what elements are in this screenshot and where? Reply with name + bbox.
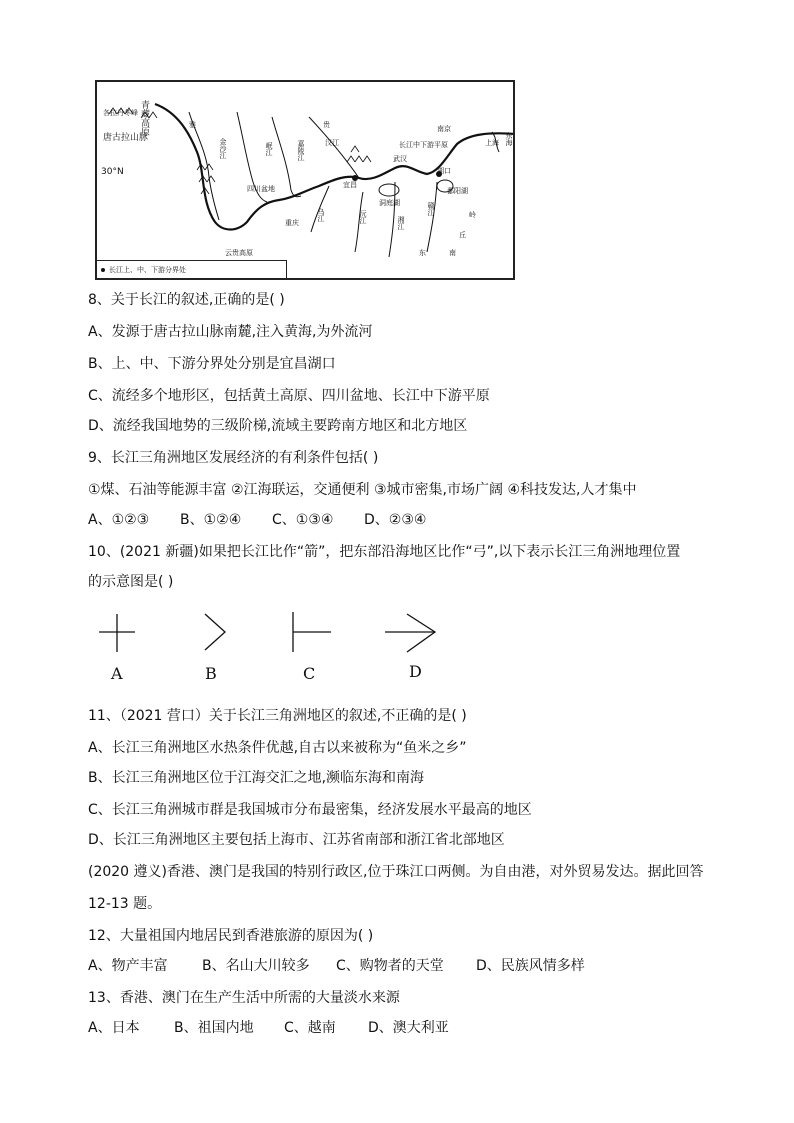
map-label-poyang: 鄱阳湖	[447, 187, 468, 195]
q10-label-a: A	[111, 664, 123, 683]
q10-diagrams	[95, 612, 455, 692]
map-label-yungui: 云贵高原	[225, 249, 253, 257]
map-label-qiu: 丘	[459, 231, 466, 239]
q12-option-d: D、民族风情多样	[476, 958, 585, 974]
q10-diagram-shapes	[95, 612, 455, 662]
q10-stem-line2: 的示意图是( )	[88, 574, 174, 590]
map-label-plateau: 青藏高原	[139, 100, 149, 136]
map-label-gan: 赣江	[427, 202, 435, 216]
q9-options	[88, 510, 426, 530]
diagram-d-head	[407, 614, 435, 652]
map-label-shanghai: 上海	[485, 139, 499, 147]
map-label-gui: 贵	[323, 121, 330, 129]
map-label-jialing: 嘉陵江	[297, 140, 305, 161]
map-legend-text: 长江上、中、下游分界处	[109, 265, 186, 274]
q9-option-a: A、①②③	[88, 512, 150, 528]
map-label-yichang: 宜昌	[343, 181, 357, 189]
q10-label-b: B	[205, 664, 217, 683]
q13-option-d: D、澳大利亚	[368, 1020, 449, 1036]
map-label-chongqing: 重庆	[285, 219, 299, 227]
map-label-sichuan: 四川盆地	[247, 185, 275, 193]
map-label-han: 汉江	[325, 139, 339, 147]
map-label-plain: 长江中下游平原	[399, 141, 448, 149]
q11-option-b: B、长江三角洲地区位于江海交汇之地,濒临东海和南海	[88, 770, 425, 786]
map-label-wu: 乌江	[317, 208, 325, 222]
q8-stem: 8、关于长江的叙述,正确的是( )	[88, 292, 285, 308]
q11-option-c: C、长江三角洲城市群是我国城市分布最密集，经济发展水平最高的地区	[88, 802, 532, 818]
map-label-ling: 岭	[469, 211, 476, 219]
q12-options	[88, 956, 585, 976]
q9-option-c: C、①③④	[272, 512, 334, 528]
q12-option-a: A、物产丰富	[88, 958, 168, 974]
map-label-yalong: 雅	[189, 121, 196, 129]
map-label-min: 岷江	[265, 142, 273, 156]
diagram-b-chevron	[205, 614, 225, 650]
q9-stem: 9、长江三角洲地区发展经济的有利条件包括( )	[88, 450, 379, 466]
map-label-dongting: 洞庭湖	[379, 199, 400, 207]
q8-option-c: C、流经多个地形区，包括黄土高原、四川盆地、长江中下游平原	[88, 388, 490, 404]
q8-option-d: D、流经我国地势的三级阶梯,流域主要跨南方地区和北方地区	[88, 418, 468, 434]
map-label-nanjing: 南京	[437, 125, 451, 133]
q13-option-c: C、越南	[284, 1020, 336, 1036]
q12-option-b: B、名山大川较多	[202, 958, 310, 974]
q10-stem-line1: 10、(2021 新疆)如果把长江比作“箭”，把东部沿海地区比作“弓”,以下表示长江三角洲地理位置	[88, 544, 681, 560]
map-label-peak: 各拉丹冬峰	[103, 109, 138, 117]
passage-line2: 12-13 题。	[88, 896, 162, 912]
map-label-hukou: 湖口	[437, 167, 451, 175]
boundary-dot-icon	[101, 268, 105, 272]
map-label-jinsha: 金沙江	[219, 138, 227, 159]
map-label-mountains: 唐古拉山脉	[103, 133, 149, 143]
q12-stem: 12、大量祖国内地居民到香港旅游的原因为( )	[88, 928, 374, 944]
q11-option-d: D、长江三角洲地区主要包括上海市、江苏省南部和浙江省北部地区	[88, 832, 505, 848]
map-label-east-sea: 东海	[505, 132, 513, 146]
q11-stem: 11、（2021 营口）关于长江三角洲地区的叙述,不正确的是( )	[88, 708, 467, 724]
map-label-wuhan: 武汉	[393, 155, 407, 163]
yangtze-river-map	[95, 80, 515, 280]
q13-option-a: A、日本	[88, 1020, 140, 1036]
map-legend	[97, 260, 287, 278]
q9-option-d: D、②③④	[364, 512, 427, 528]
q13-option-b: B、祖国内地	[174, 1020, 254, 1036]
q8-option-a: A、发源于唐古拉山脉南麓,注入黄海,为外流河	[88, 324, 373, 340]
map-label-latitude: 30°N	[101, 167, 124, 177]
q13-options	[88, 1018, 449, 1038]
q12-option-c: C、购物者的天堂	[336, 958, 444, 974]
map-label-nan: 南	[449, 249, 456, 257]
q13-stem: 13、香港、澳门在生产生活中所需的大量淡水来源	[88, 990, 400, 1006]
map-label-dong: 东	[419, 249, 426, 257]
q8-option-b: B、上、中、下游分界处分别是宜昌湖口	[88, 356, 336, 372]
q9-items: ①煤、石油等能源丰富 ②江海联运，交通便利 ③城市密集,市场广阔 ④科技发达,人才集中	[88, 482, 637, 498]
q10-label-d: D	[409, 662, 422, 681]
q11-option-a: A、长江三角洲地区水热条件优越,自古以来被称为“鱼米之乡”	[88, 740, 467, 756]
map-label-yuan: 沅江	[359, 210, 367, 224]
q10-label-c: C	[303, 664, 316, 683]
passage-line1: (2020 遵义)香港、澳门是我国的特别行政区,位于珠江口两侧。为自由港，对外贸易发达。据此回答	[88, 864, 704, 880]
q9-option-b: B、①②④	[180, 512, 242, 528]
map-label-xiang: 湘江	[397, 216, 405, 230]
